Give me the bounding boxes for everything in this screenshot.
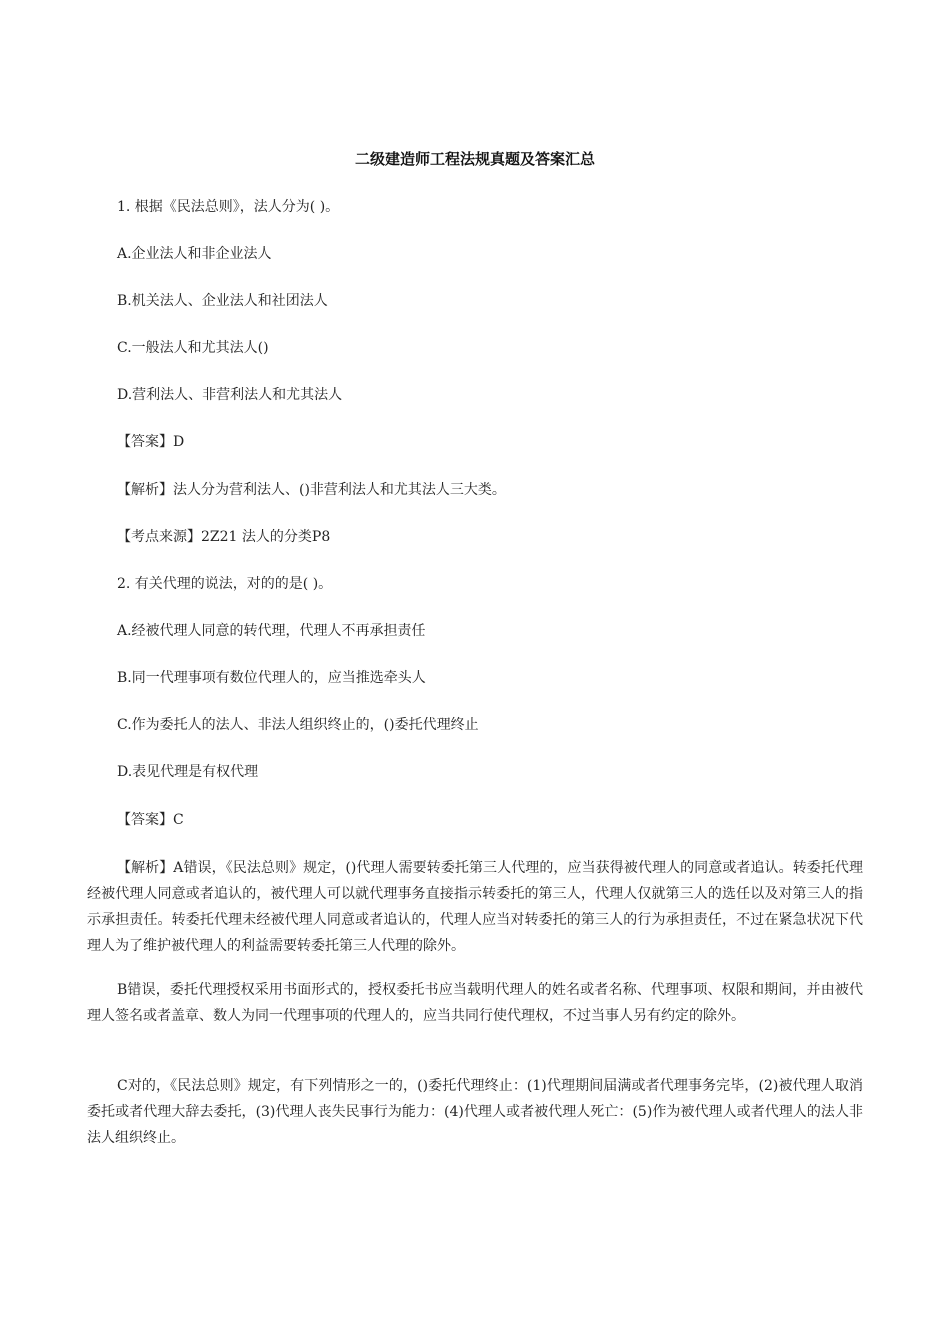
question-1-option-a: A.企业法人和非企业法人 xyxy=(117,246,272,262)
question-2-answer: 【答案】C xyxy=(117,812,184,828)
question-2-stem: 2. 有关代理的说法，对的的是( )。 xyxy=(117,576,333,592)
question-1-option-c: C.一般法人和尤其法人() xyxy=(117,340,269,356)
question-1-source: 【考点来源】2Z21 法人的分类P8 xyxy=(117,529,331,545)
question-2-option-c: C.作为委托人的法人、非法人组织终止的，()委托代理终止 xyxy=(117,717,479,733)
question-1-option-d: D.营利法人、非营利法人和尤其法人 xyxy=(117,387,343,403)
question-1-analysis: 【解析】法人分为营利法人、()非营利法人和尤其法人三大类。 xyxy=(117,482,506,498)
question-2-analysis-c: C对的，《民法总则》规定，有下列情形之一的，()委托代理终止：(1)代理期间届满或者代理事务完毕，(2)被代理人取消委托或者代理大辞去委托，(3)代理人丧失民事行为能力：(4)代理人或者被代理人死亡：(5)作为被代理人或者代理人的法人非法人组织终止。 xyxy=(87,1078,863,1146)
question-2-analysis-a: 【解析】A错误，《民法总则》规定，()代理人需要转委托第三人代理的，应当获得被代理人的同意或者追认。转委托代理经被代理人同意或者追认的，被代理人可以就代理事务直接指示转委托的第三人，代理人仅就第三人的选任以及对第三人的指示承担责任。转委托代理未经被代理人同意或者追认的，代理人应当对转委托的第三人的行为承担责任，不过在紧急状况下代理人为了维护被代理人的利益需要转委托第三人代理的除外。 xyxy=(87,860,863,954)
question-2-option-b: B.同一代理事项有数位代理人的，应当推选牵头人 xyxy=(117,670,426,686)
question-1-option-b: B.机关法人、企业法人和社团法人 xyxy=(117,293,328,309)
question-2-option-a: A.经被代理人同意的转代理，代理人不再承担责任 xyxy=(117,623,426,639)
question-1-stem: 1. 根据《民法总则》，法人分为( )。 xyxy=(117,199,340,215)
question-1-answer: 【答案】D xyxy=(117,434,185,450)
question-2-option-d: D.表见代理是有权代理 xyxy=(117,764,259,780)
question-2-analysis-b: B错误，委托代理授权采用书面形式的，授权委托书应当载明代理人的姓名或者名称、代理事项、权限和期间，并由被代理人签名或者盖章、数人为同一代理事项的代理人的，应当共同行使代理权，不过当事人另有约定的除外。 xyxy=(87,982,863,1024)
document-title: 二级建造师工程法规真题及答案汇总 xyxy=(354,150,595,168)
